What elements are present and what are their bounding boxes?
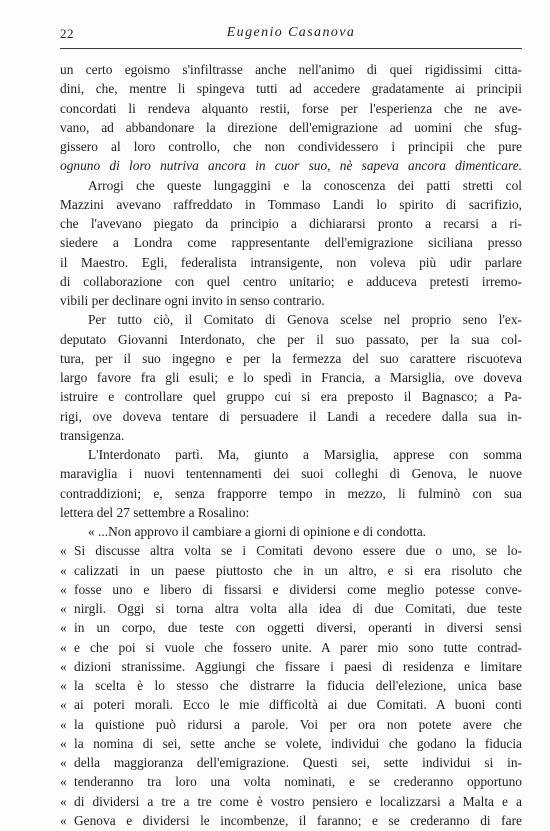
page-header (60, 26, 522, 48)
quote-mark: « (60, 620, 67, 636)
quote-line (60, 618, 522, 637)
quote-first-line: « ...Non approvo il cambiare a giorni di opinione e di condotta. (88, 524, 427, 539)
quote-line-text: la scelta è lo stesso che distrarre la fiducia dell'elezione, unica base (74, 678, 522, 693)
text-line: tura, per il suo ingegno e per la fermezza del suo carattere riscuoteva (60, 350, 522, 366)
quote-line (60, 715, 522, 734)
paragraph-first-line: Per tutto ciò, il Comitato di Genova scelse nel proprio seno l'ex- (88, 312, 522, 328)
quote-line (60, 792, 522, 811)
text-line: concordati li rendeva alquanto restii, forse per l'esperienza che ne ave- (60, 100, 522, 116)
quote-line-text: in un corpo, due teste con oggetti diversi, operanti in diversi sensi (74, 620, 522, 636)
quote-mark: « (60, 716, 67, 732)
quote-mark: « (60, 678, 67, 693)
text-line: deputato Giovanni Interdonato, che per il suo passato, per la sua col- (60, 331, 522, 347)
text-line-content: ognuno di loro nutriva ancora in cuor suo, nè sapeva ancora dimenticare. (60, 158, 522, 174)
quote-mark: « (60, 601, 67, 616)
quote-mark: « (60, 581, 67, 597)
text-line (60, 156, 522, 175)
quote-line-text: della maggioranza dell'emigrazione. Questi sei, sette individui si in- (74, 755, 522, 770)
quote-line (60, 753, 522, 772)
text-line: il Maestro. Egli, federalista intransigente, non voleva più udir parlare (60, 254, 522, 270)
quote-mark: « (60, 774, 67, 790)
text-line: rigi, ove doveva tentare di persuadere il Landi a recedere dalla sua in- (60, 408, 522, 424)
text-line: contraddizioni; e, senza frapporre tempo in mezzo, li fulminò con sua (60, 485, 522, 501)
quote-line (60, 638, 522, 657)
quote-line (60, 580, 522, 599)
quote-line-text: ai poteri morali. Ecco le mie difficoltà ai due Comitati. A buoni conti (74, 697, 522, 713)
quote-line (60, 695, 522, 714)
quote-line-text: la nomina di sei, sette anche se volete, individui che godano la fiducia (74, 735, 522, 751)
text-line: siedere a Londra come rappresentante dell'emigrazione siciliana presso (60, 235, 522, 251)
quote-mark: « (60, 639, 67, 655)
paragraph-first-line: Arrogi che queste lungaggini e la conoscenza dei patti stretti col (88, 177, 522, 193)
quote-line (60, 772, 522, 791)
text-line: lettera del 27 settembre a Rosalino: (60, 504, 250, 520)
text-line: di collaborazione con quel centro unitario; e adduceva pretesti irremo- (60, 273, 522, 289)
text-line: vibili per declinare ogni invito in senso contrario. (60, 293, 325, 308)
text-line: dini, che, mentre li spingeva tutti ad accedere gradatamente ai principii (60, 81, 522, 97)
quote-line-text: dizioni stranissime. Aggiungi che fissare i paesi di residenza e limitare (74, 658, 522, 674)
quote-line (60, 599, 522, 618)
header-rule (60, 48, 522, 49)
quote-line (60, 811, 522, 830)
text-line: Mazzini avevano raffreddato in Tommaso Landi lo spirito di sacrifizio, (60, 196, 522, 212)
quote-mark: « (60, 658, 67, 674)
paragraph-first-line: L'Interdonato partì. Ma, giunto a Marsiglia, apprese con somma (88, 447, 522, 462)
text-line: largo favore fra gli esuli; e lo spedì in Francia, a Marsiglia, ove doveva (60, 370, 522, 385)
quote-mark: « (60, 812, 67, 828)
text-line: transigenza. (60, 427, 125, 443)
quote-line-text: tenderanno tra loro una volta nominati, e se crederanno opportuno (74, 774, 522, 790)
text-line: un certo egoismo s'infiltrasse anche nell'animo di quei rigidissimi citta- (60, 62, 522, 77)
text-line: vano, ad abbandonare la direzione dell'emigrazione ad uomini che sfug- (60, 119, 522, 135)
text-line: maraviglia i nuovi tentennamenti dei suoi colleghi di Genova, le nuove (60, 466, 522, 482)
quote-mark: « (60, 697, 67, 713)
quote-mark: « (60, 562, 67, 578)
quote-line-text: calizzati in un paese piuttosto che in un altro, e si era risoluto che (74, 562, 522, 578)
running-head: Eugenio Casanova (226, 25, 356, 40)
quote-line-text: e che poi si vuole che fossero unite. A parer mio sono tutte contrad- (74, 639, 522, 655)
quote-line-text: Si discusse altra volta se i Comitati devono essere due o uno, se lo- (74, 543, 522, 559)
quote-mark: « (60, 735, 67, 751)
text-line: che l'avevano piegato da principio a dichiararsi pronto a recarsi a ri- (60, 216, 522, 231)
quote-line-text: Genova e dividersi le incombenze, il faranno; e se crederanno di fare (74, 812, 522, 828)
quote-line-text: nirgli. Oggi si torna altra volta alla idea di due Comitati, due teste (74, 601, 522, 616)
quote-mark: « (60, 543, 67, 559)
quote-line-text: la quistione può ridursi a parole. Voi per ora non potete avere che (74, 716, 522, 732)
quote-line (60, 657, 522, 676)
quote-line (60, 541, 522, 560)
quote-mark: « (60, 793, 67, 809)
text-line: istruire e controllare quel gruppo cui si era preposto il Bagnasco; a Pa- (60, 389, 522, 405)
quote-line (60, 676, 522, 695)
quote-line (60, 734, 522, 753)
quote-line-text: di dividersi a tre a tre come è vostro pensiero e localizzarsi a Malta e a (74, 793, 522, 809)
body-text (60, 60, 522, 830)
text-line: gissero al loro controllo, che non condividessero i principii che pure (60, 139, 522, 154)
page-number: 22 (60, 26, 74, 41)
quote-mark: « (60, 755, 67, 770)
quote-line-text: fosse uno e libero di fissarsi e dividersi come meglio potesse conve- (74, 581, 522, 597)
quote-line (60, 561, 522, 580)
